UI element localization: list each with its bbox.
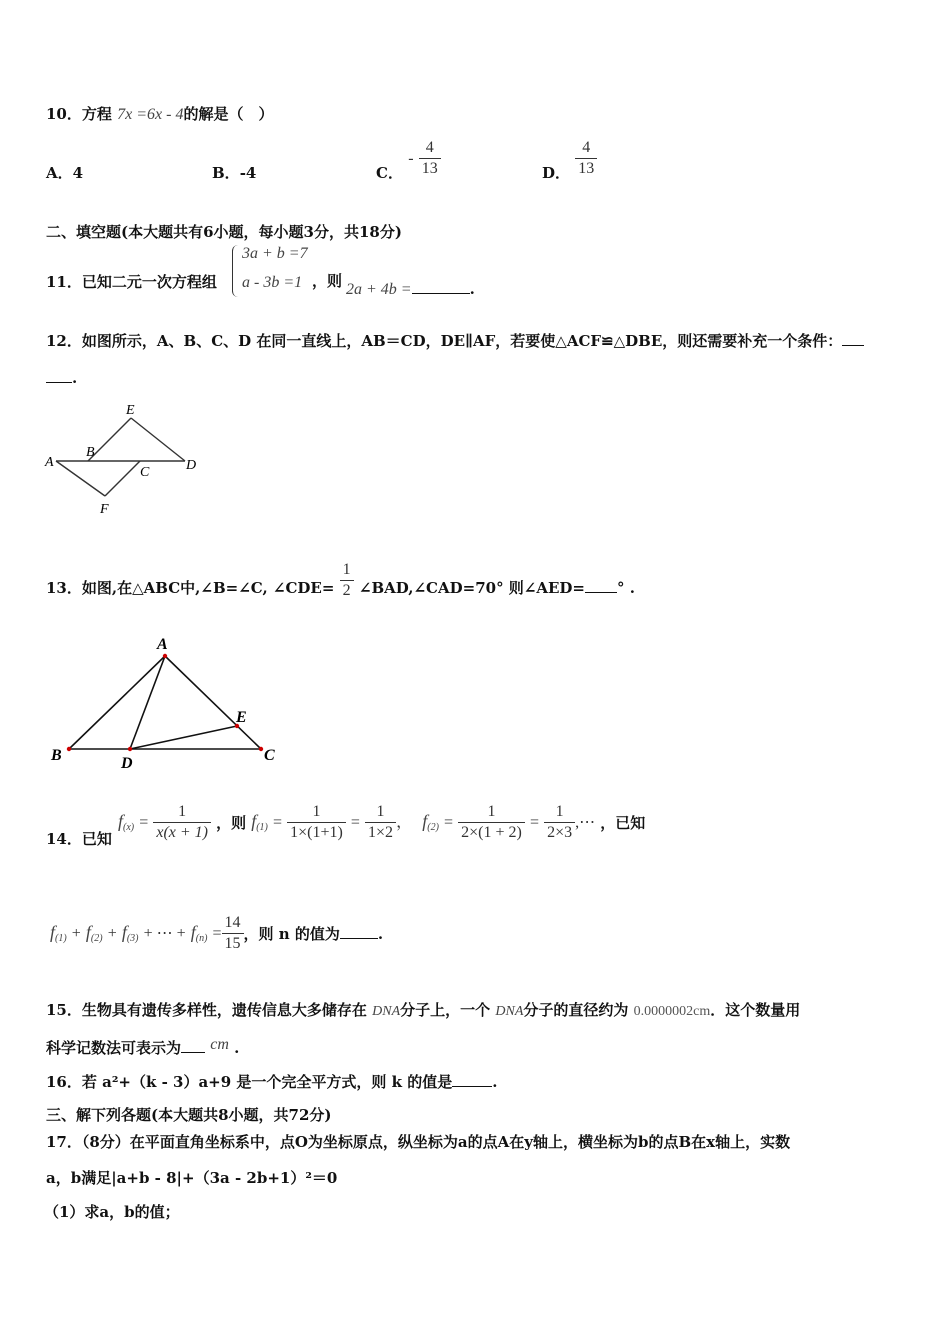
label-c: C xyxy=(264,747,275,764)
label-b: B xyxy=(86,445,95,460)
question-10: 10．方程 7x =6x - 4的解是（ ） xyxy=(46,105,274,123)
question-17: 17．（8分）在平面直角坐标系中，点O为坐标原点，纵坐标为a的点A在y轴上，横坐标为b的点B在x轴上，实数 xyxy=(46,1133,791,1151)
line-ed xyxy=(131,418,185,461)
question-12: 12．如图所示，A、B、C、D 在同一直线上，AB＝CD，DE∥AF，若要使△ACF≌△DBE，则还需要补充一个条件： xyxy=(46,330,864,351)
label-d: D xyxy=(121,755,133,770)
q17-condition: a，b满足|a+b - 8|+（3a - 2b+1）²＝0 xyxy=(46,1169,338,1187)
q12-blank-continued: . xyxy=(46,369,77,387)
q17-part-1: （1）求a，b的值； xyxy=(44,1203,180,1221)
q11-expression: 2a + 4b = . xyxy=(346,280,475,298)
line-fc xyxy=(105,461,140,496)
q10-option-b: B．-4 xyxy=(212,164,257,182)
q11-eq1: 3a + b =7 xyxy=(242,245,308,262)
question-15: 15．生物具有遗传多样性，遗传信息大多储存在 DNA分子上，一个 DNA分子的直径约为 0.0000002cm．这个数量用 xyxy=(46,1001,801,1019)
label-f: F xyxy=(100,502,109,517)
section-3-title: 三、解下列各题(本大题共8小题，共72分) xyxy=(46,1106,332,1124)
q10-equation: 7x =6x - 4 xyxy=(117,106,184,123)
label-a: A xyxy=(157,636,168,653)
label-a: A xyxy=(45,455,54,470)
label-e: E xyxy=(126,403,135,418)
line-ac xyxy=(165,656,261,749)
line-af xyxy=(56,461,105,496)
label-d: D xyxy=(186,458,197,473)
line-ad xyxy=(130,656,165,749)
label-e: E xyxy=(236,709,247,726)
line-de xyxy=(130,726,237,749)
point-b xyxy=(67,747,71,751)
q13-figure xyxy=(45,630,290,770)
q14-definitions: $f_{(x)}$ = $\frac{1}{x(x + 1)}$ ，则 $f_{(1)}$ = $\frac{1}{1\times(1+1)}$ = $\frac{1}{1\times 2}$ ， $f_{(2)}$ = $\frac{1}{2\times(1 + 2)}$ = $\frac{1}{2\times 3}$ ,⋯ ，已知 xyxy=(118,803,646,841)
q11-then: ，则 xyxy=(312,272,343,290)
question-13: 13．如图,在△ABC中,∠B=∠C, ∠CDE= $\frac{1}{2}$ ∠BAD,∠CAD=70° 则∠AED= ° . xyxy=(46,561,635,599)
q10-option-c: C． - $\frac{4}{13}$ xyxy=(376,138,441,183)
point-d xyxy=(128,747,132,751)
q12-figure xyxy=(40,398,210,520)
q14-condition: $f_{(1)} + f_{(2)} + f_{(3)}$ + ⋯ + $f_{(n)}$ = $\frac{14}{15}$ ，则 n 的值为 . xyxy=(50,914,384,952)
label-c: C xyxy=(140,465,150,480)
q11-eq2: a - 3b =1 xyxy=(242,274,303,291)
point-c xyxy=(259,747,263,751)
point-a xyxy=(163,654,167,658)
section-2-title: 二、填空题(本大题共有6小题，每小题3分，共18分) xyxy=(46,223,402,241)
label-b: B xyxy=(51,747,62,764)
line-ab xyxy=(69,656,165,749)
q15-continued: 科学记数法可表示为 cm . xyxy=(46,1036,240,1057)
question-14: 14．已知 xyxy=(46,830,112,848)
q10-option-d: D． $\frac{4}{13}$ xyxy=(542,138,597,183)
q10-option-a: A．4 xyxy=(46,164,84,182)
q11-brace xyxy=(232,245,239,297)
question-11: 11．已知二元一次方程组 xyxy=(46,273,217,291)
question-16: 16．若 a²+（k - 3）a+9 是一个完全平方式，则 k 的值是 . xyxy=(46,1073,498,1091)
